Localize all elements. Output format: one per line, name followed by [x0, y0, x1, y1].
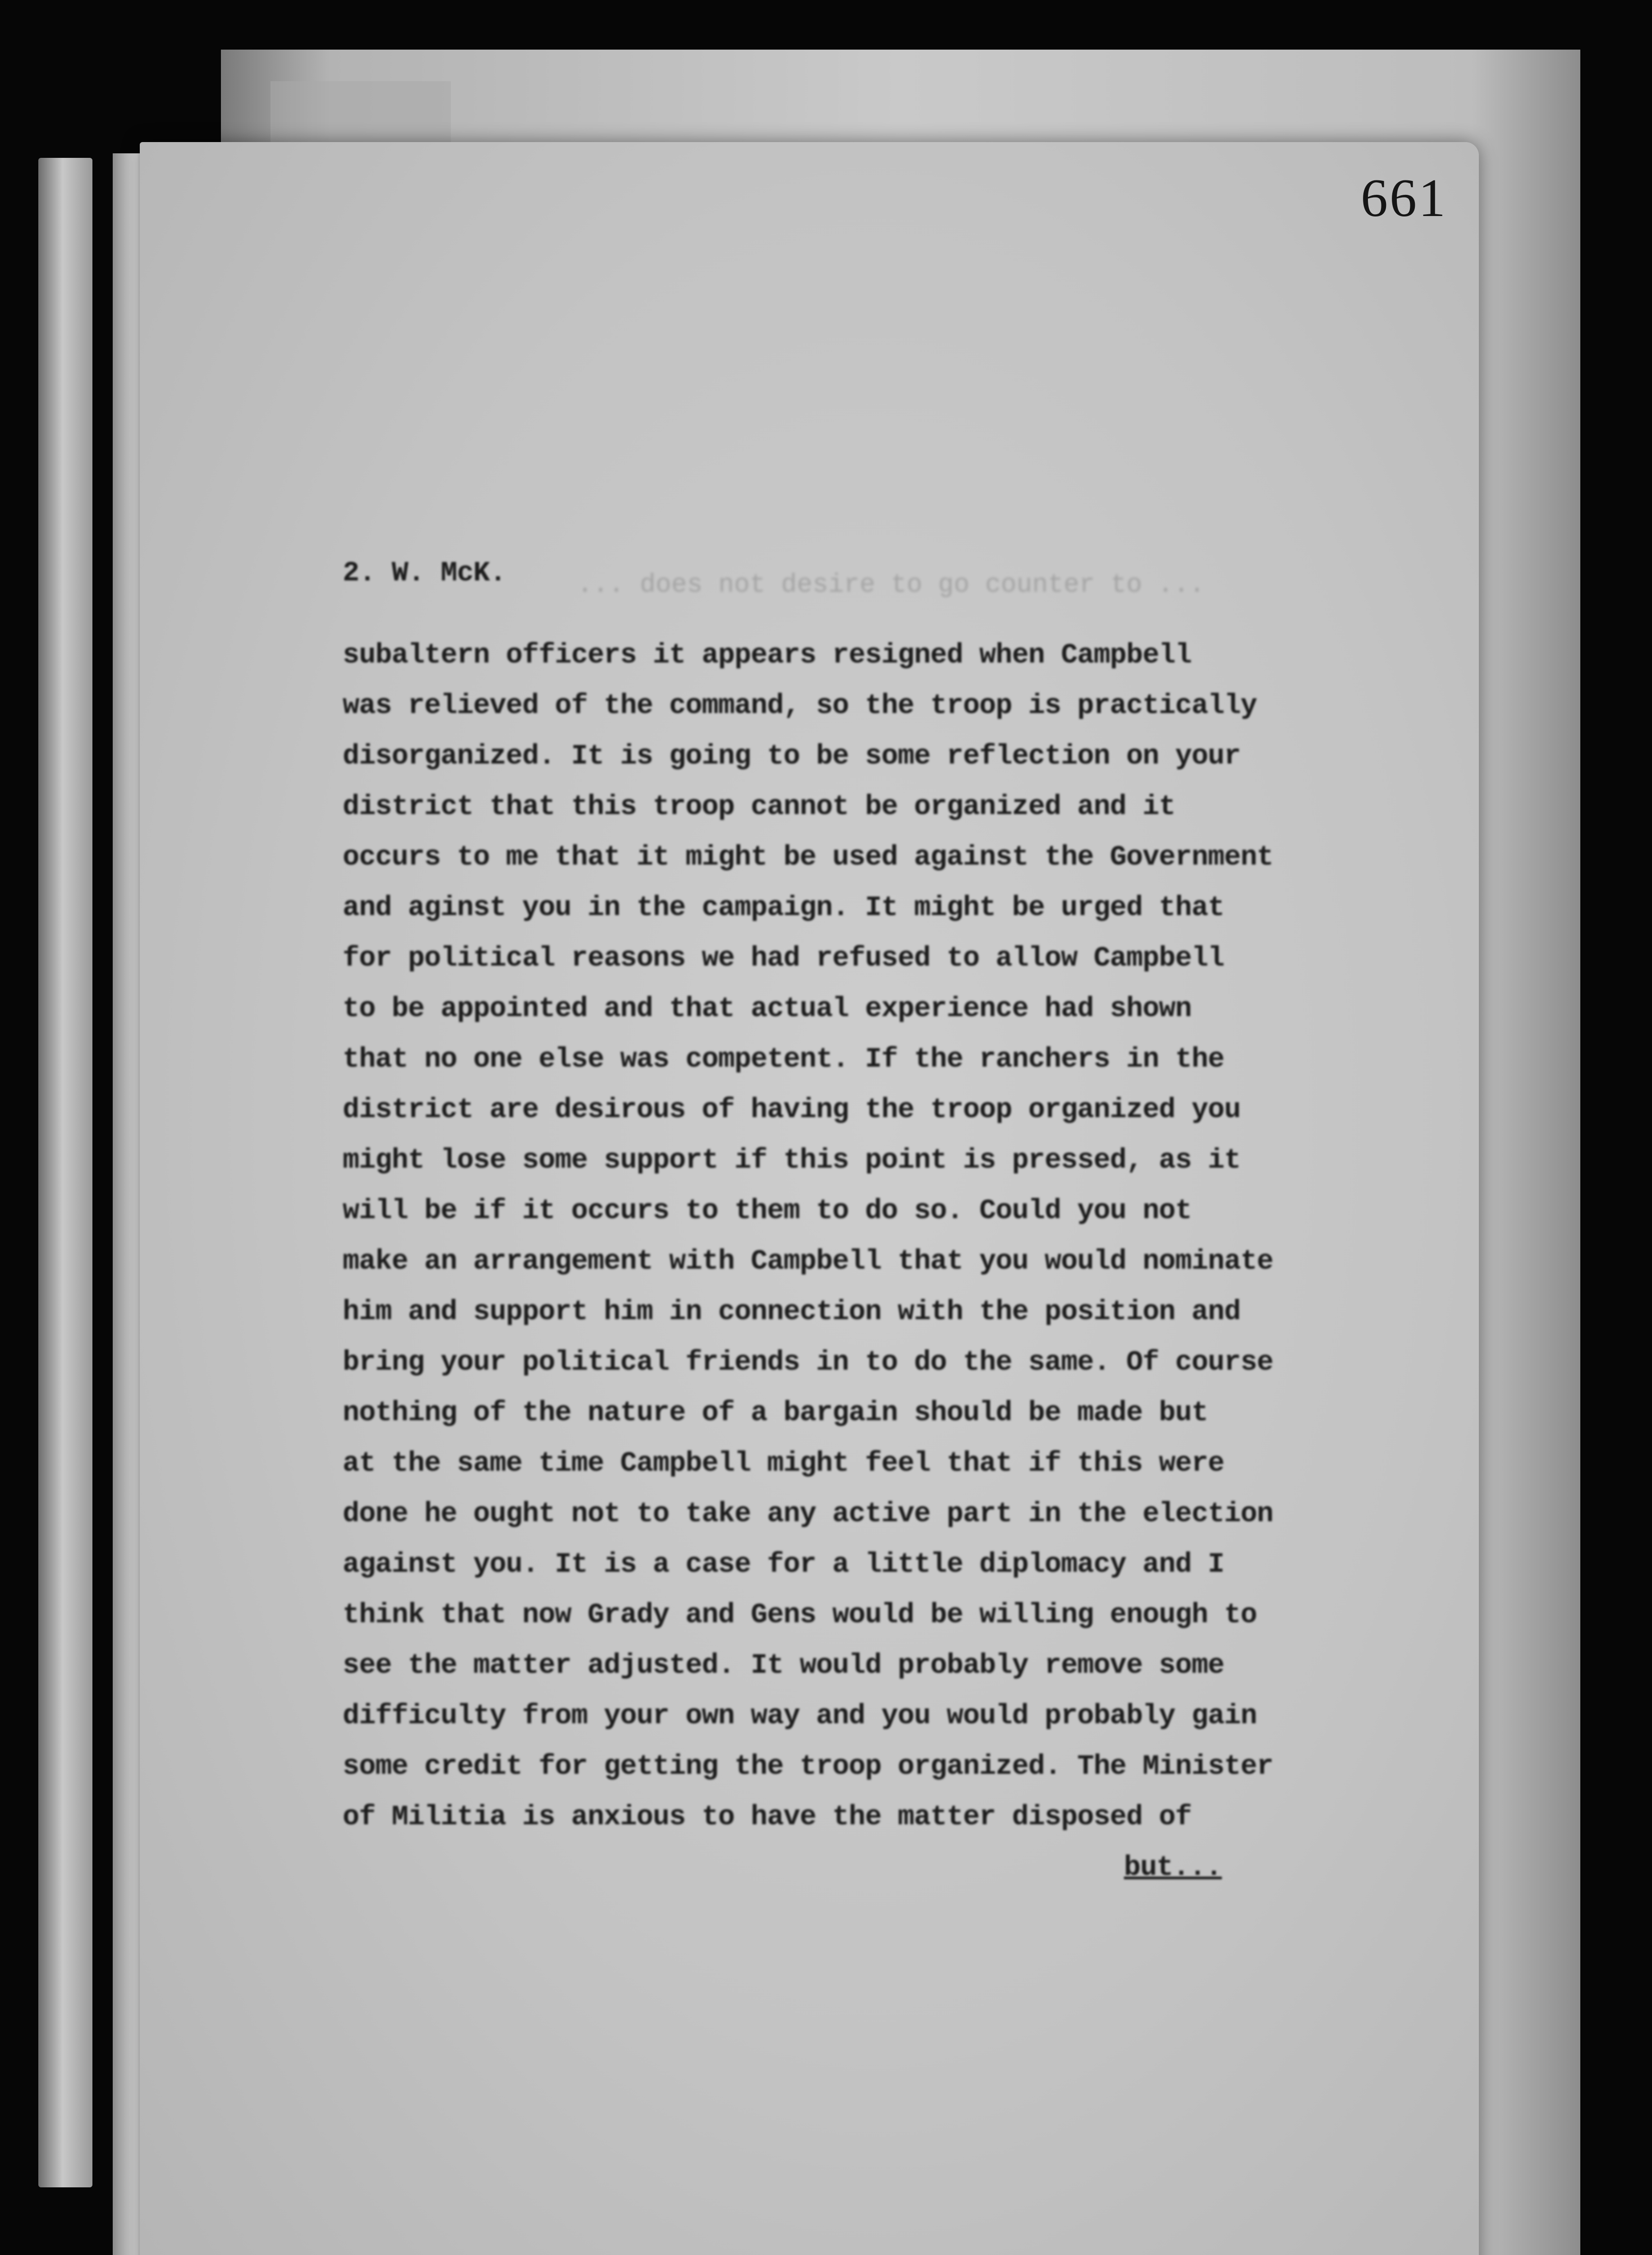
text-line: that no one else was competent. If the ranchers in the	[343, 1043, 1225, 1075]
page-number: 661	[1361, 168, 1447, 228]
text-line: will be if it occurs to them to do so. Could you not	[343, 1195, 1192, 1227]
text-line: to be appointed and that actual experience had shown	[343, 993, 1192, 1025]
text-line: nothing of the nature of a bargain should be made but	[343, 1397, 1208, 1429]
page-header: 2. W. McK.	[343, 557, 506, 589]
text-line: at the same time Campbell might feel that if this were	[343, 1447, 1225, 1479]
text-line: and aginst you in the campaign. It might be urged that	[343, 892, 1225, 924]
text-line: for political reasons we had refused to allow Campbell	[343, 942, 1225, 974]
text-line: think that now Grady and Gens would be willing enough to	[343, 1599, 1257, 1631]
text-line: bring your political friends in to do the same. Of course	[343, 1346, 1273, 1378]
typed-letter-body	[343, 548, 1289, 1893]
text-line: was relieved of the command, so the troop is practically	[343, 690, 1257, 722]
text-line: district are desirous of having the troop organized you	[343, 1094, 1241, 1126]
text-line: some credit for getting the troop organized. The Minister	[343, 1750, 1273, 1782]
text-line: occurs to me that it might be used against the Government	[343, 841, 1273, 873]
film-edge-strip	[38, 158, 92, 2187]
text-line: might lose some support if this point is pressed, as it	[343, 1144, 1241, 1176]
text-line: him and support him in connection with the position and	[343, 1296, 1241, 1328]
text-line: disorganized. It is going to be some reflection on your	[343, 740, 1241, 772]
bleed-through-text: ... does not desire to go counter to ...	[577, 571, 1205, 600]
text-line: done he ought not to take any active part in the election	[343, 1498, 1273, 1530]
text-line: see the matter adjusted. It would probably remove some	[343, 1649, 1225, 1681]
text-line: difficulty from your own way and you would probably gain	[343, 1700, 1257, 1732]
text-line: of Militia is anxious to have the matter disposed of	[343, 1801, 1192, 1833]
text-line: make an arrangement with Campbell that you would nominate	[343, 1245, 1273, 1277]
text-line: subaltern officers it appears resigned when Campbell	[343, 639, 1192, 671]
text-line: district that this troop cannot be organized and it	[343, 791, 1175, 823]
text-line: against you. It is a case for a little diplomacy and I	[343, 1548, 1225, 1580]
continuation-word: but...	[1124, 1851, 1222, 1883]
